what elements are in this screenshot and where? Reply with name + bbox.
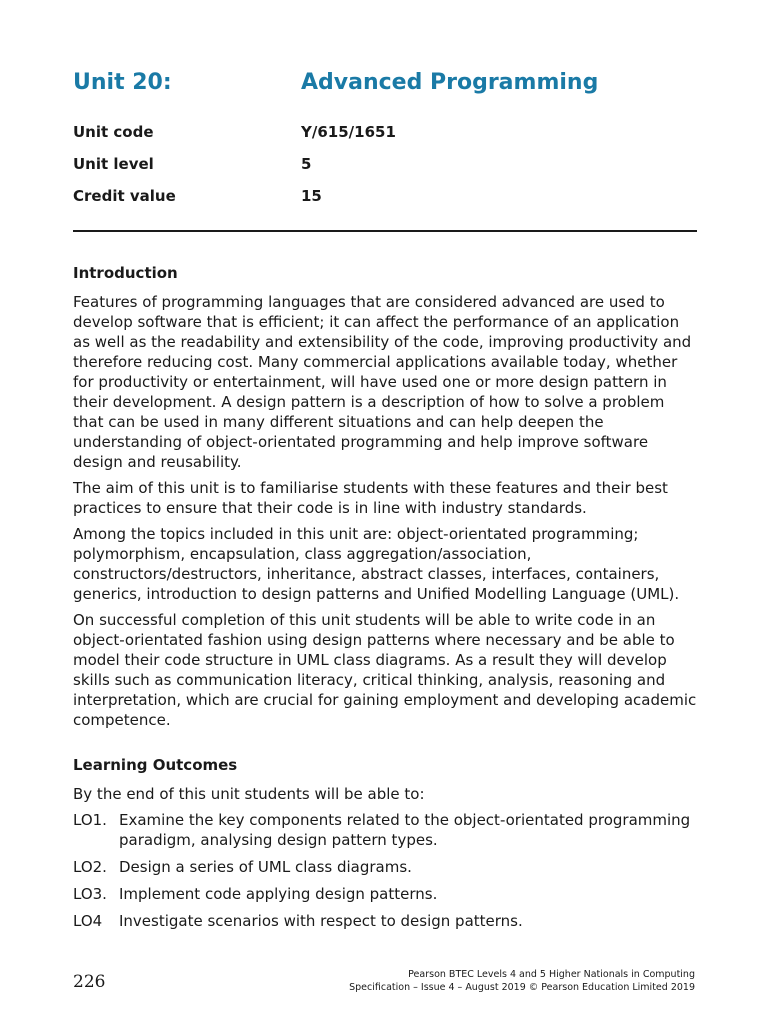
introduction-heading: Introduction bbox=[73, 264, 178, 282]
meta-row-credit-value bbox=[73, 180, 697, 212]
learning-outcome-code: LO2. bbox=[73, 858, 107, 876]
introduction-paragraph: Among the topics included in this unit are: object-orientated programming; polymorphism, encapsulation, class aggregation/association, constructors/destructors, inheritance, abstract classes, interfaces, containers, generics, introduction to design patterns and Unified Modelling Language (UML). bbox=[73, 525, 680, 603]
learning-outcome-code: LO4 bbox=[73, 912, 103, 930]
learning-outcomes-intro: By the end of this unit students will be able to: bbox=[73, 785, 425, 803]
footer-line: Specification – Issue 4 – August 2019 © Pearson Education Limited 2019 bbox=[349, 982, 695, 993]
unit-meta-table bbox=[73, 116, 697, 212]
introduction-paragraph: Features of programming languages that are considered advanced are used to develop software that is efficient; it can affect the performance of an application as well as the readability and extensibility of the code, improving productivity and therefore reducing cost. Many commercial applications available today, whether for productivity or entertainment, will have used one or more design pattern in their development. A design pattern is a description of how to solve a problem that can be used in many different situations and can help deepen the understanding of object-orientated programming and help improve software design and reusability. bbox=[73, 293, 692, 471]
meta-label: Unit level bbox=[73, 155, 154, 173]
learning-outcome-text: Investigate scenarios with respect to design patterns. bbox=[119, 912, 523, 930]
page-number: 226 bbox=[73, 972, 106, 992]
meta-label: Unit code bbox=[73, 123, 154, 141]
meta-row-unit-code bbox=[73, 116, 697, 148]
meta-value: Y/615/1651 bbox=[301, 123, 396, 141]
learning-outcome-item bbox=[73, 884, 697, 904]
learning-outcome-item bbox=[73, 911, 697, 931]
footer-line: Pearson BTEC Levels 4 and 5 Higher Nationals in Computing bbox=[408, 969, 695, 980]
learning-outcome-item bbox=[73, 857, 697, 877]
learning-outcomes-list bbox=[73, 810, 697, 931]
learning-outcome-text: Examine the key components related to the object-orientated programming paradigm, analysing design pattern types. bbox=[119, 811, 691, 849]
section-divider bbox=[73, 230, 697, 232]
unit-number: Unit 20: bbox=[73, 70, 172, 95]
introduction-paragraph: On successful completion of this unit students will be able to write code in an object-orientated fashion using design patterns where necessary and be able to model their code structure in UML class diagrams. As a result they will develop skills such as communication literacy, critical thinking, analysis, reasoning and interpretation, which are crucial for gaining employment and developing academic competence. bbox=[73, 611, 697, 729]
unit-title: Advanced Programming bbox=[301, 70, 599, 95]
meta-row-unit-level bbox=[73, 148, 697, 180]
learning-outcomes-heading: Learning Outcomes bbox=[73, 756, 238, 774]
meta-value: 5 bbox=[301, 155, 312, 173]
learning-outcome-code: LO3. bbox=[73, 885, 107, 903]
learning-outcome-text: Design a series of UML class diagrams. bbox=[119, 858, 412, 876]
footer-publication-info bbox=[349, 968, 695, 994]
document-page bbox=[73, 60, 697, 938]
meta-label: Credit value bbox=[73, 187, 176, 205]
page-footer bbox=[73, 964, 695, 998]
introduction-paragraph: The aim of this unit is to familiarise students with these features and their best practices to ensure that their code is in line with industry standards. bbox=[73, 479, 668, 517]
unit-header bbox=[73, 68, 697, 98]
learning-outcome-item bbox=[73, 810, 697, 850]
learning-outcome-code: LO1. bbox=[73, 811, 107, 829]
meta-value: 15 bbox=[301, 187, 322, 205]
learning-outcome-text: Implement code applying design patterns. bbox=[119, 885, 438, 903]
